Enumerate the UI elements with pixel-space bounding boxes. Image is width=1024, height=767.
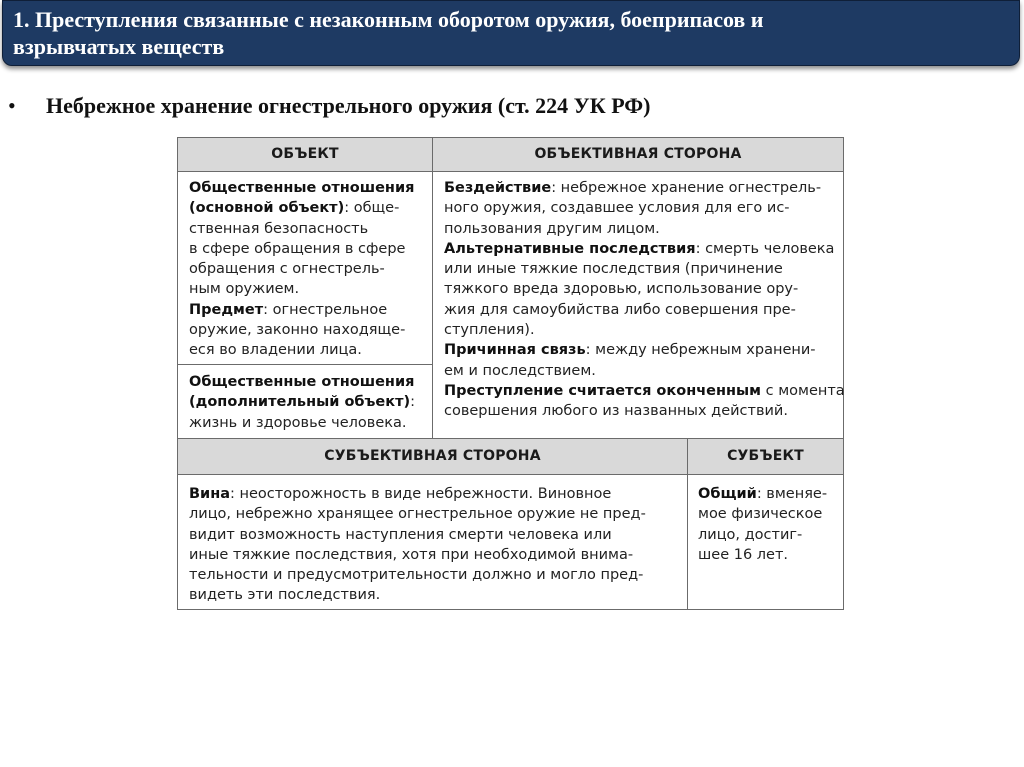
object-main-label: (основной объект) xyxy=(189,200,345,217)
guilt-text: видит возможность наступления смерти человека или xyxy=(189,526,612,543)
header-objective-side xyxy=(433,138,843,171)
consequences-text: : смерть человека xyxy=(695,240,835,257)
causation-text: ем и последствием. xyxy=(444,362,596,379)
guilt-text: : неосторожность в виде небрежности. Виновное xyxy=(230,486,612,502)
consequences-text: тяжкого вреда здоровью, использование ору- xyxy=(444,281,799,298)
object-extra-cell xyxy=(189,372,429,433)
inaction-text: ного оружия, создавшее условия для его ис- xyxy=(444,200,790,217)
object-main-text: обращения с огнестрель- xyxy=(189,261,385,278)
object-main-cell xyxy=(189,178,429,361)
guilt-text: видеть эти последствия. xyxy=(189,587,381,604)
object-main-text: в сфере обращения в сфере xyxy=(189,240,406,257)
object-extra-label: (дополнительный объект) xyxy=(189,394,411,411)
inaction-text: пользования другим лицом. xyxy=(444,220,660,237)
objective-side-cell xyxy=(444,178,845,422)
object-main-text: ным оружием. xyxy=(189,281,300,298)
bullet-marker: • xyxy=(8,93,16,118)
completion-label: Преступление считается оконченным xyxy=(444,382,761,399)
header-object xyxy=(178,138,432,171)
subject-text: шее 16 лет. xyxy=(698,546,789,563)
bullet-text: Небрежное хранение огнестрельного оружия (ст. 224 УК РФ) xyxy=(46,93,651,118)
subject-matter-text: оружие, законно находяще- xyxy=(189,322,406,339)
guilt-text: иные тяжкие последствия, хотя при необходимой внима- xyxy=(189,546,634,563)
slide-title xyxy=(13,6,1003,60)
subject-matter-text: : огнестрельное xyxy=(263,301,388,318)
slide-title-line-2: взрывчатых веществ xyxy=(13,34,225,59)
consequences-text: жия для самоубийства либо совершения пре- xyxy=(444,301,796,318)
crime-elements-table xyxy=(177,137,844,610)
grid-line xyxy=(178,474,843,475)
subject-text: : вменяе- xyxy=(756,486,828,502)
header-subject xyxy=(688,439,843,474)
slide-title-bar xyxy=(2,0,1020,66)
causation-text: : между небрежным хранени- xyxy=(585,342,816,359)
causation-label: Причинная связь xyxy=(444,342,586,359)
header-object-label: ОБЪЕКТ xyxy=(271,146,339,162)
header-subjective-side xyxy=(178,439,687,474)
consequences-label: Альтернативные последствия xyxy=(444,240,696,257)
completion-text: совершения любого из названных действий. xyxy=(444,403,788,420)
inaction-text: : небрежное хранение огнестрель- xyxy=(551,180,822,196)
inaction-label: Бездействие xyxy=(444,180,552,196)
subject-text: мое физическое xyxy=(698,506,823,523)
consequences-text: ступления). xyxy=(444,322,535,339)
object-main-text: ственная безопасность xyxy=(189,220,369,237)
object-main-heading: Общественные отношения xyxy=(189,180,415,196)
header-subject-label: СУБЪЕКТ xyxy=(727,448,804,464)
grid-line xyxy=(178,364,432,365)
object-extra-heading: Общественные отношения xyxy=(189,374,415,390)
grid-line xyxy=(432,138,433,438)
subjective-side-cell xyxy=(189,484,684,606)
header-subjective-side-label: СУБЪЕКТИВНАЯ СТОРОНА xyxy=(324,448,541,464)
subject-general-label: Общий xyxy=(698,486,757,502)
slide-title-line-1: 1. Преступления связанные с незаконным оборотом оружия, боеприпасов и xyxy=(13,7,764,32)
consequences-text: или иные тяжкие последствия (причинение xyxy=(444,261,783,278)
object-extra-text: жизнь и здоровье человека. xyxy=(189,414,407,431)
grid-line xyxy=(178,171,843,172)
guilt-text: тельности и предусмотрительности должно и могло пред- xyxy=(189,567,644,584)
object-extra-text: : xyxy=(410,394,416,411)
subject-text: лицо, достиг- xyxy=(698,526,803,543)
subject-matter-label: Предмет xyxy=(189,301,264,318)
subject-matter-text: еся во владении лица. xyxy=(189,342,362,359)
subject-cell xyxy=(698,484,840,565)
object-main-text: : обще- xyxy=(344,200,400,217)
completion-text: с момента xyxy=(761,382,845,399)
guilt-text: лицо, небрежно хранящее огнестрельное оружие не пред- xyxy=(189,506,646,523)
guilt-label: Вина xyxy=(189,486,231,502)
header-objective-side-label: ОБЪЕКТИВНАЯ СТОРОНА xyxy=(534,146,742,162)
